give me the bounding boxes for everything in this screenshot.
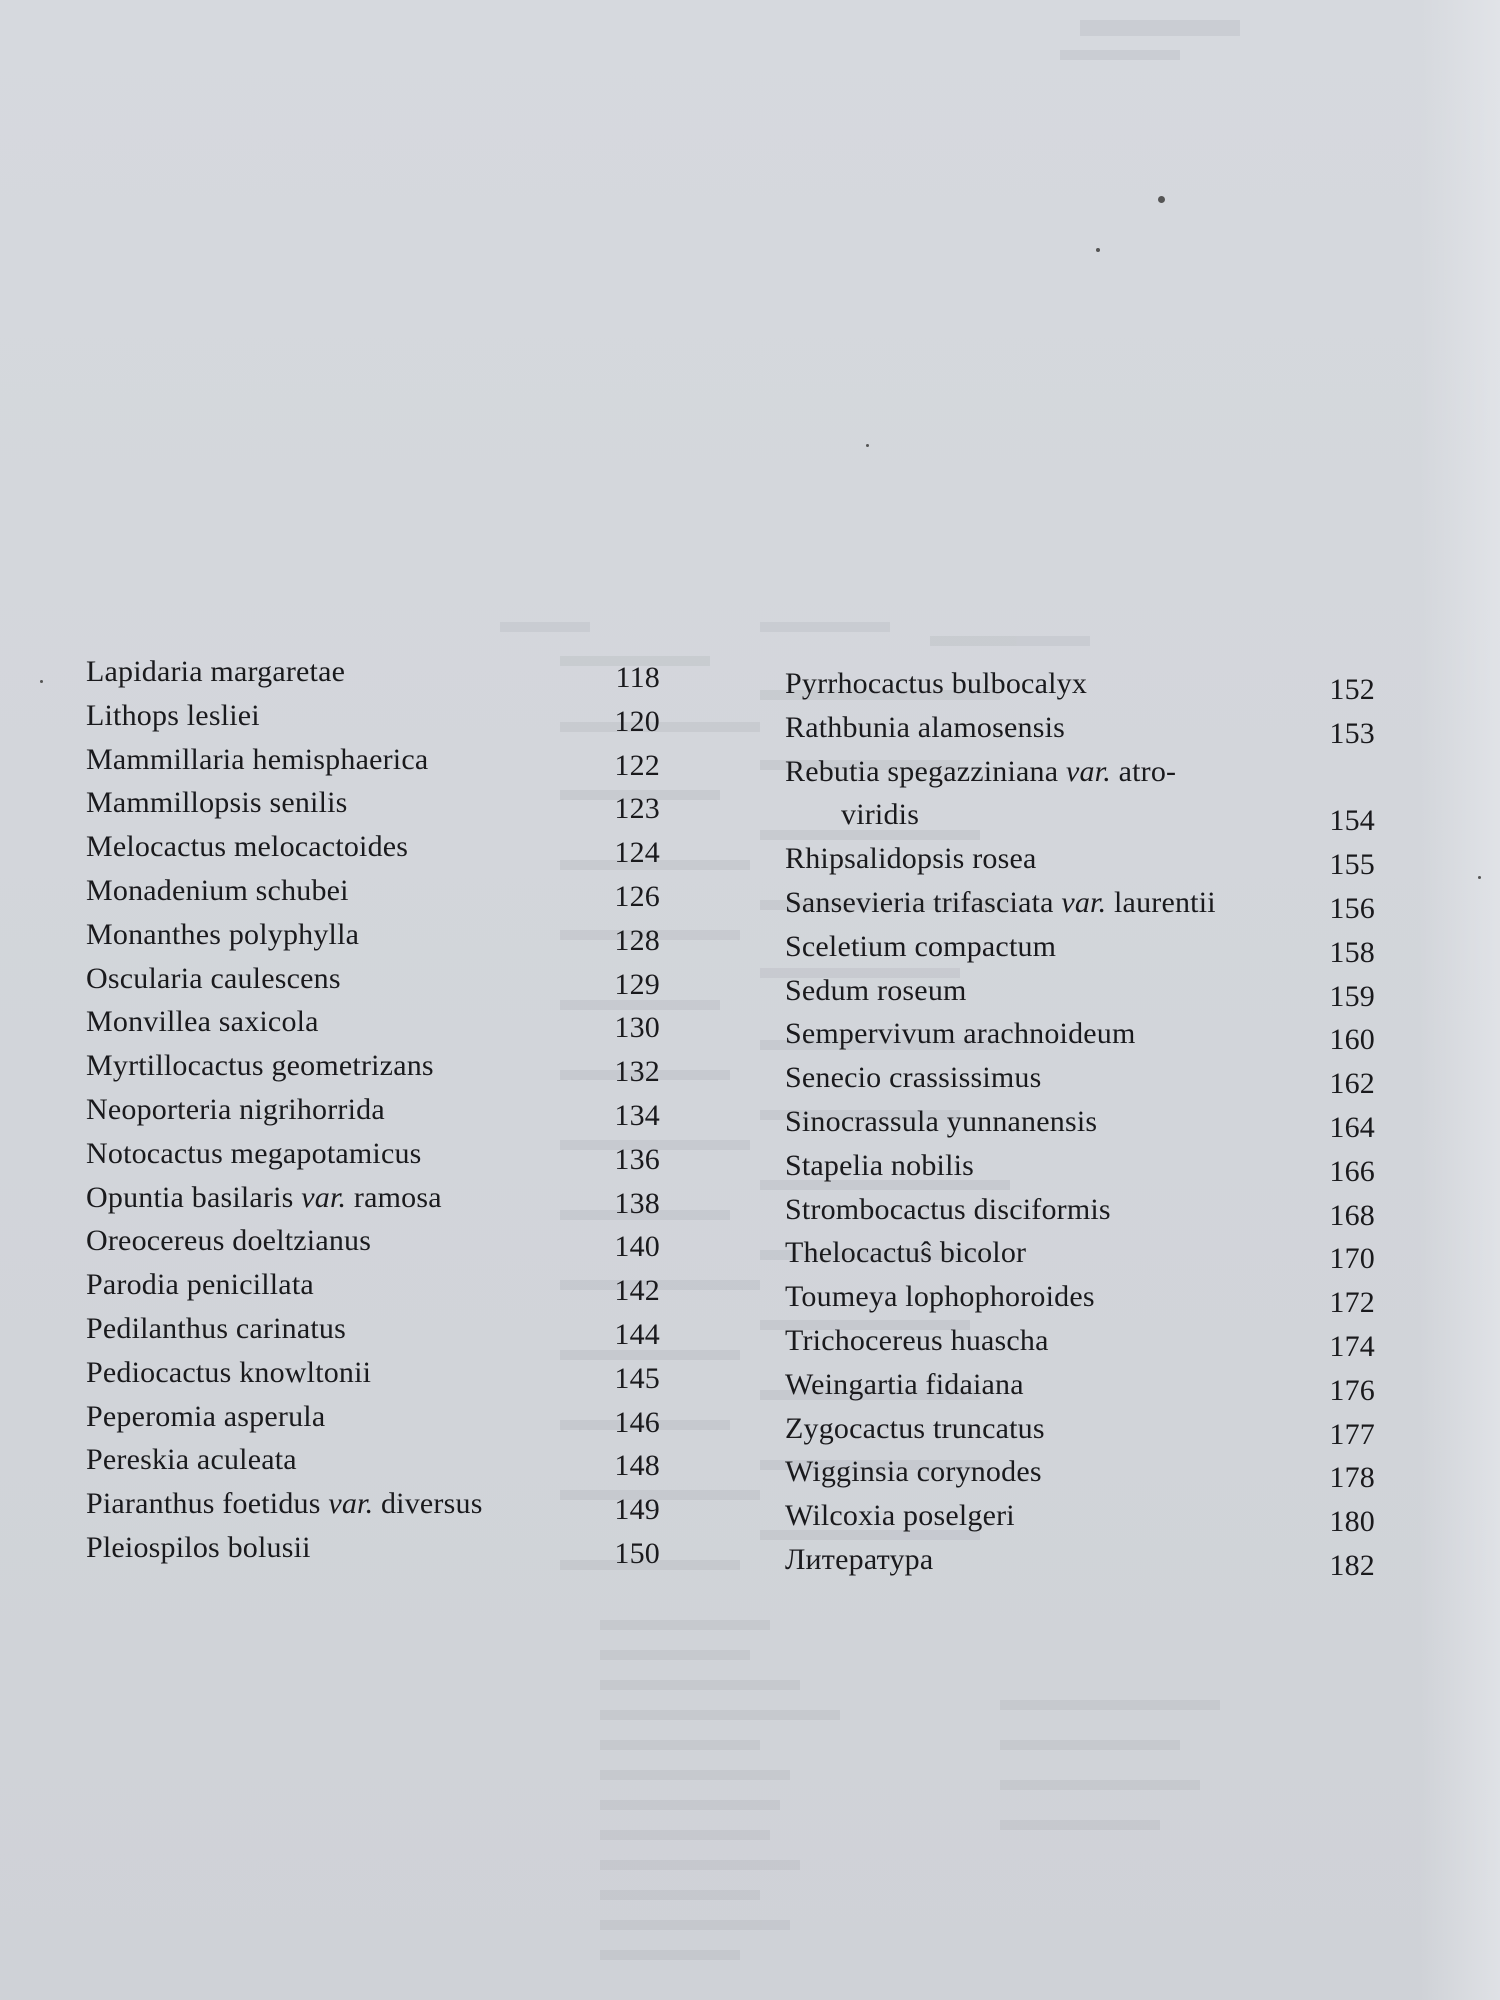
entry-title-text: Rathbunia alamosensis bbox=[785, 710, 1065, 744]
entry-title bbox=[86, 1088, 385, 1132]
contents-entry bbox=[86, 1351, 666, 1395]
contents-entry bbox=[86, 825, 666, 869]
paper-speck bbox=[866, 444, 869, 447]
entry-page-number: 120 bbox=[614, 704, 660, 738]
entry-page-number: 156 bbox=[1329, 891, 1375, 925]
entry-page-number: 132 bbox=[614, 1055, 660, 1089]
entry-page-number: 146 bbox=[614, 1405, 660, 1439]
entry-title-text: Monanthes polyphylla bbox=[86, 917, 360, 951]
contents-entry bbox=[785, 1144, 1375, 1188]
entry-title bbox=[86, 1176, 442, 1220]
entry-page-number: 123 bbox=[614, 792, 660, 826]
entry-page-number: 158 bbox=[1329, 935, 1375, 969]
entry-title bbox=[785, 1100, 1097, 1144]
contents-entry bbox=[86, 1176, 666, 1220]
entry-page-number: 124 bbox=[614, 836, 660, 870]
entry-title bbox=[785, 1275, 1095, 1319]
entry-page-number: 172 bbox=[1329, 1286, 1375, 1320]
entry-title bbox=[785, 1407, 1045, 1451]
paper-speck bbox=[40, 680, 43, 683]
entry-title bbox=[86, 738, 428, 782]
contents-entry bbox=[86, 1088, 666, 1132]
entry-variety-name: diversus bbox=[373, 1487, 483, 1521]
entry-page-number: 145 bbox=[614, 1361, 660, 1395]
entry-variety-abbrev: var. bbox=[301, 1180, 347, 1214]
entry-title-text: Sceletium compactum bbox=[785, 929, 1057, 963]
contents-entry bbox=[785, 1407, 1375, 1451]
entry-page-number: 130 bbox=[614, 1011, 660, 1045]
entry-title-text: Pereskia aculeata bbox=[86, 1443, 297, 1477]
entry-title-text: Pedilanthus carinatus bbox=[86, 1311, 346, 1345]
entry-title-text: Sinocrassula yunnanensis bbox=[785, 1104, 1098, 1138]
entry-title-text: Trichocereus huascha bbox=[785, 1323, 1049, 1357]
entry-title bbox=[785, 1319, 1049, 1363]
contents-entry bbox=[86, 1044, 666, 1088]
entry-page-number: 144 bbox=[614, 1317, 660, 1351]
entry-title bbox=[785, 1538, 933, 1582]
entry-title bbox=[86, 913, 359, 957]
contents-entry bbox=[785, 750, 1375, 838]
entry-page-number: 126 bbox=[614, 879, 660, 913]
entry-page-number: 118 bbox=[615, 661, 660, 694]
entry-title bbox=[785, 1450, 1042, 1494]
entry-title-text: Notocactus megapotamicus bbox=[86, 1136, 422, 1170]
entry-title-text: Lapidaria margaretae bbox=[86, 655, 346, 688]
entry-page-number: 140 bbox=[614, 1230, 660, 1264]
entry-title bbox=[785, 1188, 1111, 1232]
contents-entry bbox=[86, 650, 666, 694]
contents-entry bbox=[86, 1438, 666, 1482]
contents-entry bbox=[785, 1494, 1375, 1538]
contents-entry bbox=[86, 1482, 666, 1526]
entry-title-text: Thelocactuŝ bicolor bbox=[785, 1236, 1027, 1270]
contents-entry bbox=[86, 1395, 666, 1439]
entry-variety-abbrev: var. bbox=[328, 1487, 374, 1521]
entry-title-text: Monadenium schubei bbox=[86, 873, 349, 907]
entry-title-text: Opuntia basilaris bbox=[86, 1180, 294, 1214]
entry-title-text: Weingartia fidaiana bbox=[785, 1367, 1024, 1401]
entry-title bbox=[785, 1363, 1024, 1407]
entry-page-number: 154 bbox=[1329, 803, 1375, 837]
entry-title bbox=[86, 869, 349, 913]
paper-speck bbox=[1478, 876, 1481, 879]
entry-title-text: Rhipsalidopsis rosea bbox=[785, 842, 1037, 876]
contents-entry bbox=[86, 1526, 666, 1570]
entry-title bbox=[785, 925, 1056, 969]
contents-entry bbox=[785, 1188, 1375, 1232]
entry-title bbox=[785, 1144, 974, 1188]
contents-entry bbox=[785, 925, 1375, 969]
contents-entry bbox=[86, 869, 666, 913]
entry-title bbox=[86, 1307, 346, 1351]
entry-title bbox=[785, 1494, 1015, 1538]
entry-title-text: Mammillopsis senilis bbox=[86, 786, 348, 820]
entry-page-number: 178 bbox=[1329, 1461, 1375, 1495]
entry-title bbox=[86, 650, 345, 694]
entry-title bbox=[785, 662, 1087, 706]
entry-page-number: 160 bbox=[1329, 1023, 1375, 1057]
entry-page-number: 177 bbox=[1329, 1417, 1375, 1451]
entry-title bbox=[86, 1263, 314, 1307]
entry-title bbox=[785, 837, 1037, 881]
entry-title-text: Mammillaria hemisphaerica bbox=[86, 742, 429, 776]
entry-title-text: Sansevieria trifasciata bbox=[785, 885, 1054, 919]
entry-title-text: Sedum roseum bbox=[785, 973, 967, 1007]
entry-page-number: 180 bbox=[1329, 1505, 1375, 1539]
entry-title bbox=[785, 969, 967, 1013]
contents-entry bbox=[785, 662, 1375, 706]
contents-entry bbox=[785, 969, 1375, 1013]
entry-title-text: Piaranthus foetidus bbox=[86, 1487, 321, 1521]
contents-entry bbox=[785, 1231, 1375, 1275]
contents-entry bbox=[785, 706, 1375, 750]
entry-page-number: 182 bbox=[1329, 1548, 1375, 1582]
contents-entry bbox=[86, 694, 666, 738]
contents-entry bbox=[86, 738, 666, 782]
entry-title bbox=[785, 1056, 1041, 1100]
contents-entry bbox=[86, 1132, 666, 1176]
entry-title-text: Senecio crassissimus bbox=[785, 1061, 1042, 1095]
entry-title-text: Pediocactus knowltonii bbox=[86, 1355, 372, 1389]
contents-column-left bbox=[86, 650, 666, 1570]
entry-title bbox=[785, 1231, 1026, 1275]
entry-page-number: 152 bbox=[1329, 673, 1375, 706]
contents-entry bbox=[86, 957, 666, 1001]
entry-page-number: 136 bbox=[614, 1142, 660, 1176]
entry-title-text: Monvillea saxicola bbox=[86, 1005, 319, 1039]
entry-page-number: 153 bbox=[1329, 716, 1375, 750]
entry-title-continuation: viridis bbox=[841, 798, 920, 832]
contents-entry bbox=[785, 881, 1375, 925]
contents-entry bbox=[785, 1012, 1375, 1056]
entry-title bbox=[86, 1000, 319, 1044]
contents-entry bbox=[785, 1319, 1375, 1363]
entry-title-text: Oscularia caulescens bbox=[86, 961, 341, 995]
page-edge-shade bbox=[1420, 0, 1500, 2000]
entry-page-number: 142 bbox=[614, 1274, 660, 1308]
entry-title bbox=[86, 1044, 434, 1088]
entry-title-text: Melocactus melocactoides bbox=[86, 830, 409, 864]
entry-title bbox=[86, 1526, 311, 1570]
entry-title bbox=[86, 1219, 371, 1263]
entry-title bbox=[86, 1395, 325, 1439]
entry-title bbox=[86, 781, 348, 825]
entry-page-number: 128 bbox=[614, 923, 660, 957]
entry-page-number: 155 bbox=[1329, 848, 1375, 882]
entry-variety-abbrev: var. bbox=[1061, 885, 1107, 919]
entry-title-text: Rebutia spegazziniana bbox=[785, 754, 1059, 788]
entry-title bbox=[86, 1438, 297, 1482]
entry-page-number: 174 bbox=[1329, 1329, 1375, 1363]
entry-title bbox=[86, 1482, 483, 1526]
entry-title bbox=[86, 957, 341, 1001]
entry-page-number: 166 bbox=[1329, 1154, 1375, 1188]
entry-title-text: Pleiospilos bolusii bbox=[86, 1530, 311, 1564]
entry-title bbox=[785, 750, 1176, 794]
entry-title bbox=[86, 694, 260, 738]
entry-variety-name: atro- bbox=[1110, 754, 1177, 788]
entry-title-text: Parodia penicillata bbox=[86, 1268, 314, 1302]
entry-page-number: 134 bbox=[614, 1098, 660, 1132]
entry-title-text: Toumeya lophophoroides bbox=[785, 1280, 1095, 1314]
entry-title-text: Neoporteria nigrihorrida bbox=[86, 1092, 385, 1126]
contents-entry bbox=[86, 1000, 666, 1044]
entry-title-text: Oreocereus doeltzianus bbox=[86, 1224, 372, 1258]
entry-title-text: Strombocactus disciformis bbox=[785, 1192, 1111, 1226]
entry-page-number: 164 bbox=[1329, 1110, 1375, 1144]
entry-title-text: Zygocactus truncatus bbox=[785, 1411, 1045, 1445]
entry-title bbox=[785, 881, 1216, 925]
entry-page-number: 129 bbox=[614, 967, 660, 1001]
contents-entry bbox=[785, 1450, 1375, 1494]
entry-title-text: Myrtillocactus geometrizans bbox=[86, 1049, 434, 1083]
entry-title-text: Pyrrhocactus bulbocalyx bbox=[785, 667, 1088, 700]
contents-entry bbox=[86, 1263, 666, 1307]
entry-title bbox=[785, 706, 1065, 750]
entry-page-number: 122 bbox=[614, 748, 660, 782]
entry-title bbox=[86, 825, 408, 869]
entry-title bbox=[86, 1351, 371, 1395]
entry-title-text: Lithops lesliei bbox=[86, 698, 260, 732]
entry-page-number: 170 bbox=[1329, 1242, 1375, 1276]
entry-title-text: Sempervivum arachnoideum bbox=[785, 1017, 1136, 1051]
contents-entry bbox=[785, 1275, 1375, 1319]
entry-page-number: 168 bbox=[1329, 1198, 1375, 1232]
contents-column-right bbox=[785, 662, 1375, 1582]
entry-variety-name: ramosa bbox=[346, 1180, 442, 1214]
entry-title bbox=[86, 1132, 422, 1176]
entry-page-number: 148 bbox=[614, 1449, 660, 1483]
paper-speck bbox=[1096, 248, 1100, 252]
entry-title-text: Stapelia nobilis bbox=[785, 1148, 975, 1182]
paper-speck bbox=[1158, 196, 1165, 203]
entry-page-number: 150 bbox=[614, 1536, 660, 1570]
contents-entry bbox=[86, 1307, 666, 1351]
entry-title-text: Литература bbox=[785, 1542, 934, 1576]
contents-entry bbox=[785, 1363, 1375, 1407]
entry-page-number: 176 bbox=[1329, 1373, 1375, 1407]
entry-page-number: 149 bbox=[614, 1493, 660, 1527]
contents-entry bbox=[86, 781, 666, 825]
entry-title-text: Wigginsia corynodes bbox=[785, 1455, 1042, 1489]
contents-entry bbox=[86, 913, 666, 957]
entry-page-number: 138 bbox=[614, 1186, 660, 1220]
contents-entry bbox=[785, 1100, 1375, 1144]
entry-title-text: Peperomia asperula bbox=[86, 1399, 326, 1433]
entry-title-text: Wilcoxia poselgeri bbox=[785, 1499, 1015, 1533]
entry-page-number: 162 bbox=[1329, 1067, 1375, 1101]
entry-title bbox=[785, 1012, 1136, 1056]
contents-entry bbox=[86, 1219, 666, 1263]
entry-variety-name: laurentii bbox=[1106, 885, 1216, 919]
contents-entry bbox=[785, 837, 1375, 881]
contents-entry bbox=[785, 1538, 1375, 1582]
entry-variety-abbrev: var. bbox=[1065, 754, 1111, 788]
entry-page-number: 159 bbox=[1329, 979, 1375, 1013]
contents-entry bbox=[785, 1056, 1375, 1100]
